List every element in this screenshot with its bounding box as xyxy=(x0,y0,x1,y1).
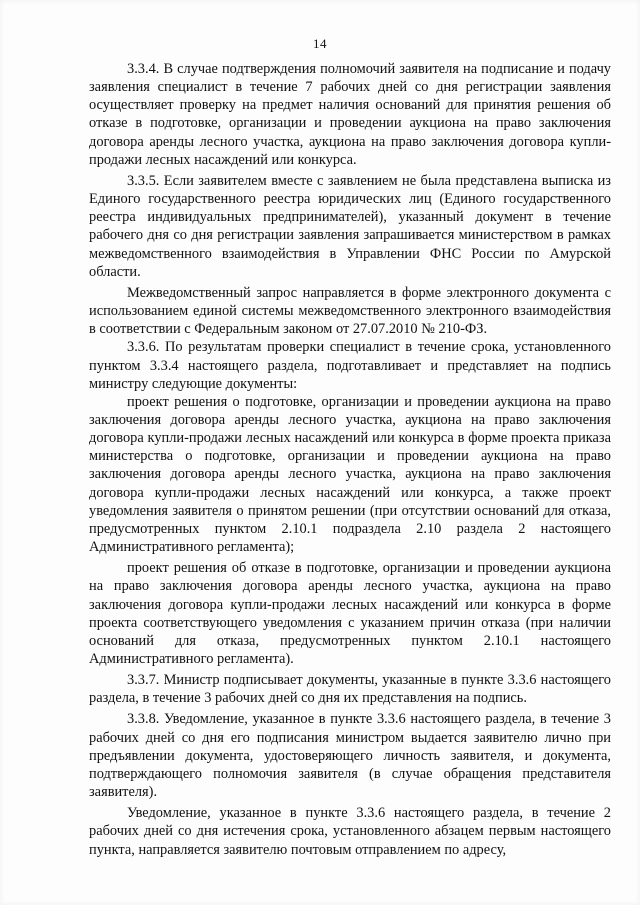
paragraph-3-3-4: 3.3.4. В случае подтверждения полномочий заявителя на подписание и подачу заявления специалист в течение 7 рабочих дней со дня регистрации заявления осуществляет проверку на предмет наличия оснований для принятия решения об отказе в подготовке, организации и проведении аукциона на право заключения договора аренды лесного участка, аукциона на право заключения договора купли-продажи лесных насаждений или конкурса. xyxy=(89,61,611,168)
paragraph-3-3-6: 3.3.6. По результатам проверки специалист в течение срока, установленного пунктом 3.3.4 настоящего раздела, подготавливает и представляет на подпись министру следующие документы: xyxy=(89,339,611,392)
page-number: 14 xyxy=(313,36,327,51)
paragraph-3-3-8: 3.3.8. Уведомление, указанное в пункте 3.3.6 настоящего раздела, в течение 3 рабочих дней со дня его подписания министром выдается заявителю лично при предъявлении документа, удостоверяющего личность заявителя, и документа, подтверждающего полномочия заявителя (в случае обращения представителя заявителя). xyxy=(89,711,611,801)
paragraph-draft-approval: проект решения о подготовке, организации и проведении аукциона на право заключения договора аренды лесного участка, аукциона на право заключения договора купли-продажи лесных насаждений или конкурса в форме проекта приказа министерства о подготовке, организации и проведении аукциона на право заключения договора аренды лесного участка, аукциона на право заключения договора купли-продажи лесных насаждений или конкурса, а также проект уведомления заявителя о принятом решении (при отсутствии оснований для отказа, предусмотренных пунктом 2.10.1 подраздела 2.10 раздела 2 настоящего Административного регламента); xyxy=(89,393,611,556)
paragraph-draft-refusal: проект решения об отказе в подготовке, организации и проведении аукциона на право заключения договора аренды лесного участка, аукциона на право заключения договора купли-продажи лесных насаждений или конкурса в форме проекта соответствующего уведомления с указанием причин отказа (при наличии оснований для отказа, предусмотренных пунктом 2.10.1 настоящего Административного регламента). xyxy=(89,560,611,667)
paragraph-notification-mail: Уведомление, указанное в пункте 3.3.6 настоящего раздела, в течение 2 рабочих дней со дня истечения срока, установленного абзацем первым настоящего пункта, направляется заявителю почтовым отправлением по адресу, xyxy=(89,805,611,858)
paragraph-3-3-5: 3.3.5. Если заявителем вместе с заявлением не была представлена выписка из Единого государственного реестра юридических лиц (Единого государственного реестра индивидуальных предпринимателей), указанный документ в течение рабочего дня со дня регистрации заявления запрашивается министерством в рамках межведомственного взаимодействия в Управлении ФНС России по Амурской области. xyxy=(89,172,611,280)
paragraph-3-3-7: 3.3.7. Министр подписывает документы, указанные в пункте 3.3.6 настоящего раздела, в течение 3 рабочих дней со дня их представления на подпись. xyxy=(89,672,611,707)
paragraph-interagency-request: Межведомственный запрос направляется в форме электронного документа с использованием единой системы межведомственного электронного взаимодействия в соответствии с Федеральным законом от 27.07.2010 № 210-ФЗ. xyxy=(89,284,611,338)
document-body xyxy=(89,60,611,859)
